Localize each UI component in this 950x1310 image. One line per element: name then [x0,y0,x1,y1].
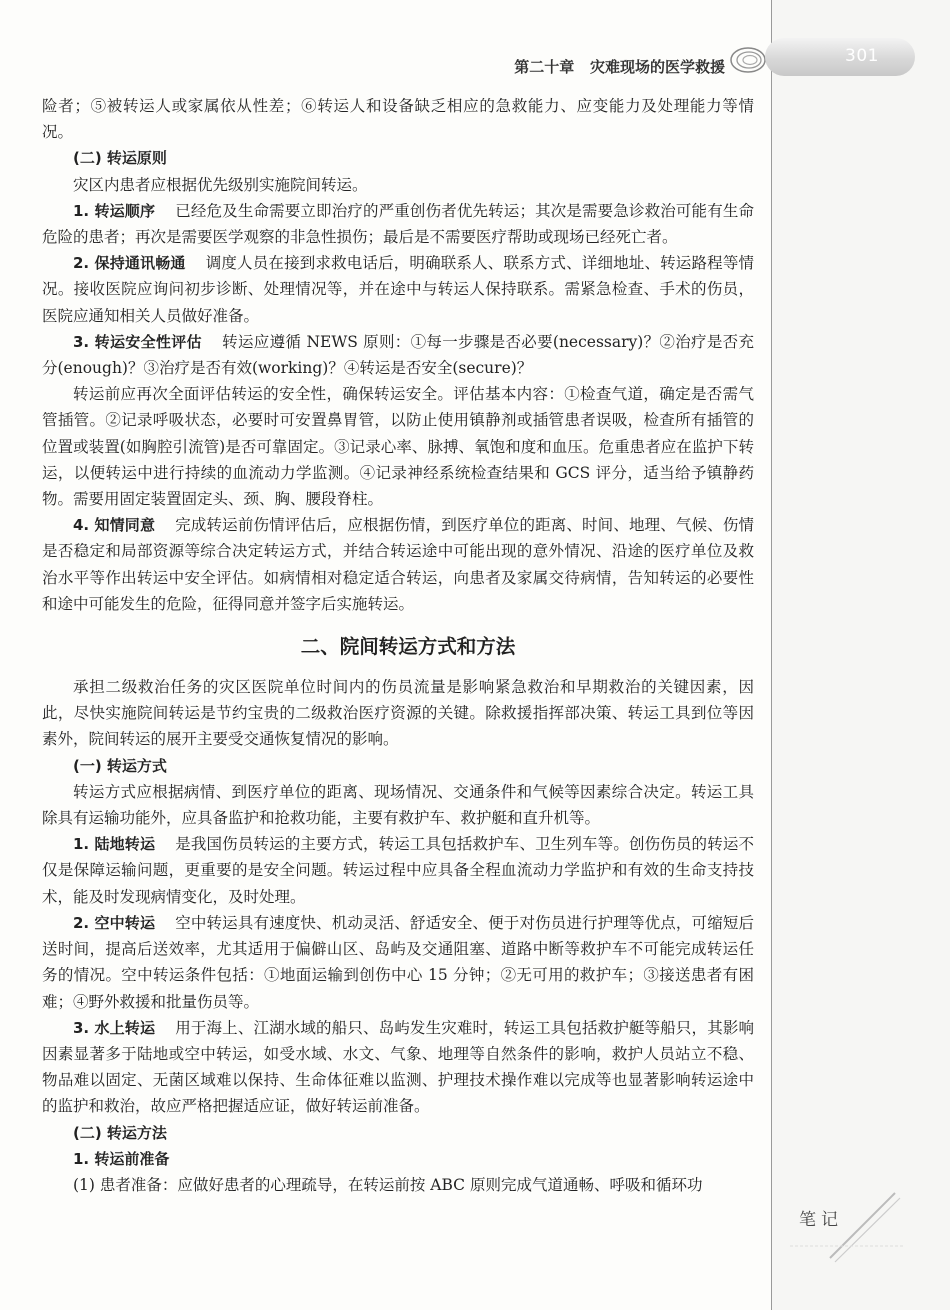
section-heading: 二、院间转运方式和方法 [300,635,516,659]
paragraph: 转运方式应根据病情、到医疗单位的距离、现场情况、交通条件和气候等因素综合决定。转运工具除具有运输功能外，应具备监护和抢救功能，主要有救护车、救护艇和直升机等。 [42,782,754,828]
item-lead: 2. 空中转运 [73,913,156,932]
list-item [42,329,754,381]
item-text: 完成转运前伤情评估后，应根据伤情，到医疗单位的距离、时间、地理、气候、伤情是否稳定和局部资源等综合决定转运方式，并结合转运途中可能出现的意外情况、沿途的医疗单位及救治水平等作出转运中安全评估。如病情相对稳定适合转运，向患者及家属交待病情，告知转运的必要性和途中可能发生的危险，征得同意并签字后实施转运。 [42,516,754,613]
subsection-heading: (二) 转运原则 [73,149,167,168]
margin-divider [771,0,772,1310]
running-header [460,56,725,77]
page-number-tab [765,38,915,76]
list-item [42,1015,754,1120]
chapter-title: 灾难现场的医学救援 [589,58,725,76]
list-item [42,831,754,910]
paragraph: 灾区内患者应根据优先级别实施院间转运。 [73,175,368,194]
paragraph: 转运前应再次全面评估转运的安全性，确保转运安全。评估基本内容：①检查气道，确定是否需气管插管。②记录呼吸状态，必要时可安置鼻胃管，以防止使用镇静剂或插管患者误吸，检查所有插管的位置或装置(如胸腔引流管)是否可靠固定。③记录心率、脉搏、氧饱和度和血压。危重患者应在监护下转运，以便转运中进行持续的血流动力学监测。④记录神经系统检查结果和 GCS 评分，适当给予镇静药物。需要用固定装置固定头、颈、胸、腰段脊柱。 [42,385,754,509]
item-text: 用于海上、江湖水域的船只、岛屿发生灾难时，转运工具包括救护艇等船只，其影响因素显著多于陆地或空中转运，如受水域、水文、气象、地理等自然条件的影响，救护人员站立不稳、物品难以固定、无菌区域难以保持、生命体征难以监测、护理技术操作难以完成等也显著影响转运途中的监护和救治，故应严格把握适应证，做好转运前准备。 [42,1018,754,1116]
chapter-number: 第二十章 [514,58,575,76]
list-item [42,250,754,329]
item-lead: 1. 转运顺序 [73,201,156,220]
item-lead: 2. 保持通讯畅通 [73,254,186,273]
paragraph: (1) 患者准备：应做好患者的心理疏导，在转运前按 ABC 原则完成气道通畅、呼吸和循环功 [73,1175,703,1194]
item-text: 转运应遵循 NEWS 原则：①每一步骤是否必要(necessary)？②治疗是否充分(enough)？③治疗是否有效(working)？④转运是否安全(secure)？ [42,332,754,378]
subsection-heading: (二) 转运方法 [73,1123,167,1142]
item-text: 是我国伤员转运的主要方式，转运工具包括救护车、卫生列车等。创伤伤员的转运不仅是保障运输问题，更重要的是安全问题。转运过程中应具备全程血流动力学监护和有效的生命支持技术，能及时发现病情变化，及时处理。 [42,835,754,906]
list-item [42,198,754,250]
item-lead: 4. 知情同意 [73,516,156,535]
item-lead: 1. 陆地转运 [73,835,156,854]
item-text: 空中转运具有速度快、机动灵活、舒适安全、便于对伤员进行护理等优点，可缩短后送时间，提高后送效率，尤其适用于偏僻山区、岛屿及交通阻塞、道路中断等救护车不可能完成转运任务的情况。空中转运条件包括：①地面运输到创伤中心 15 分钟；②无可用的救护车；③接送患者有困难；④野外救援和批量伤员等。 [42,913,754,1011]
item-text: 调度人员在接到求救电话后，明确联系人、联系方式、详细地址、转运路程等情况。接收医院应询问初步诊断、处理情况等，并在途中与转运人保持联系。需紧急检查、手术的伤员，医院应通知相关人员做好准备。 [42,254,754,325]
notes-margin [772,0,950,1310]
subsection-heading: (一) 转运方式 [73,756,167,775]
paragraph: 险者；⑤被转运人或家属依从性差；⑥转运人和设备缺乏相应的急救能力、应变能力及处理能力等情况。 [42,97,754,142]
item-text: 已经危及生命需要立即治疗的严重创伤者优先转运；其次是需要急诊救治可能有生命危险的患者；再次是需要医学观察的非急性损伤；最后是不需要医疗帮助或现场已经死亡者。 [42,201,754,247]
page-number: 301 [845,46,879,66]
page-body [42,93,754,1198]
list-item [42,512,754,617]
paragraph: 承担二级救治任务的灾区医院单位时间内的伤员流量是影响紧急救治和早期救治的关键因素，因此，尽快实施院间转运是节约宝贵的二级救治医疗资源的关键。除救援指挥部决策、转运工具到位等因素外，院间转运的展开主要受交通恢复情况的影响。 [42,678,754,749]
item-lead: 3. 水上转运 [73,1018,156,1037]
item-heading: 1. 转运前准备 [73,1149,170,1168]
item-lead: 3. 转运安全性评估 [73,332,202,351]
swirl-ornament-icon [728,40,768,80]
list-item [42,910,754,1015]
notes-label: 笔记 [799,1210,843,1230]
